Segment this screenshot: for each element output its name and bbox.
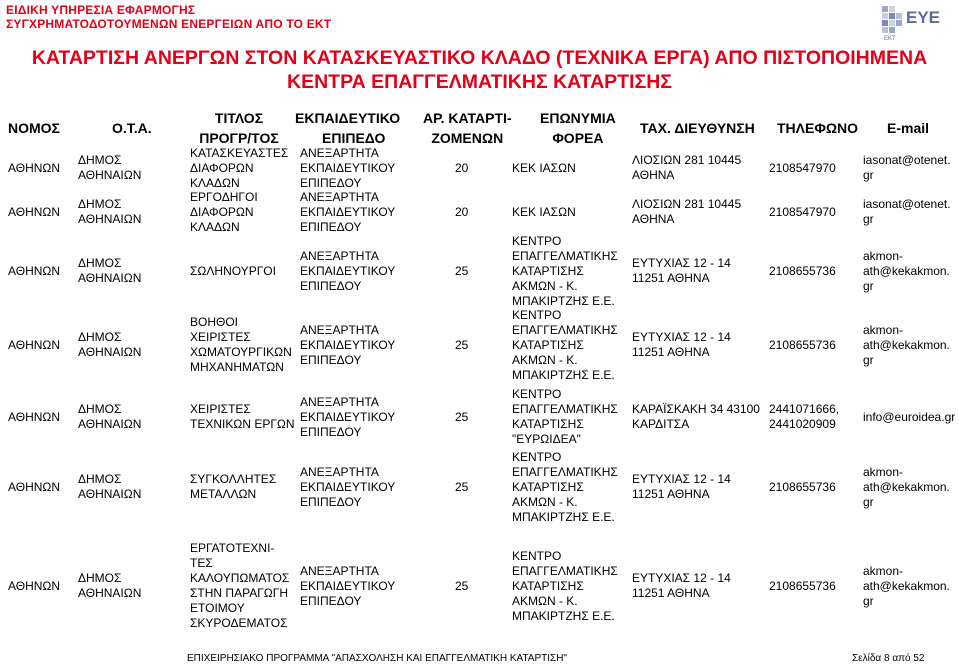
table-row	[0, 452, 959, 522]
cell-education-level: ΑΝΕΞΑΡΤΗΤΑ ΕΚΠΑΙΔΕΥΤΙΚΟΥ ΕΠΙΠΕΔΟΥ	[300, 465, 396, 509]
table-row	[0, 308, 959, 382]
cell-education-level: ΑΝΕΞΑΡΤΗΤΑ ΕΚΠΑΙΔΕΥΤΙΚΟΥ ΕΠΙΠΕΔΟΥ	[300, 564, 396, 608]
cell-phone: 2108655736	[769, 264, 836, 278]
table-row	[0, 531, 959, 641]
cell-program-title: ΚΑΤΑΣΚΕΥΑΣΤΕΣ ΔΙΑΦΟΡΩΝ ΚΛΑΔΩΝ	[190, 146, 289, 190]
cell-nomos: ΑΘΗΝΩΝ	[8, 264, 61, 278]
page-title-line2: ΚΕΝΤΡΑ ΕΠΑΓΓΕΛΜΑΤΙΚΗΣ ΚΑΤΑΡΤΙΣΗΣ	[286, 71, 672, 93]
cell-trainees-count: 25	[455, 338, 469, 352]
cell-trainees-count: 25	[455, 579, 469, 593]
svg-text:ΕΚΤ: ΕΚΤ	[884, 36, 896, 42]
cell-ota: ΔΗΜΟΣ ΑΘΗΝΑΙΩΝ	[78, 402, 142, 431]
cell-program-title: ΕΡΓΑΤΟΤΕΧΝΙ- ΤΕΣ ΚΑΛΟΥΠΩΜΑΤΟΣ ΣΤΗΝ ΠΑΡΑΓΩΓΗ ΕΤΟΙΜΟΥ ΣΚΥΡΟΔΕΜΑΤΟΣ	[190, 541, 290, 630]
cell-program-title: ΣΩΛΗΝΟΥΡΓΟΙ	[190, 264, 276, 278]
cell-trainees-count: 25	[455, 480, 469, 494]
cell-email: akmon- ath@kekakmon. gr	[863, 249, 950, 293]
cell-provider-name: ΚΕΝΤΡΟ ΕΠΑΓΓΕΛΜΑΤΙΚΗΣ ΚΑΤΑΡΤΙΣΗΣ ΑΚΜΩΝ - Κ. ΜΠΑΚΙΡΤΖΗΣ Ε.Ε.	[512, 308, 618, 382]
col-header-phone: ΤΗΛΕΦΩΝΟ	[777, 120, 859, 136]
cell-program-title: ΒΟΗΘΟΙ ΧΕΙΡΙΣΤΕΣ ΧΩΜΑΤΟΥΡΓΙΚΩΝ ΜΗΧΑΝΗΜΑΤΩΝ	[190, 315, 292, 374]
cell-address: ΛΙΟΣΙΩΝ 281 10445 ΑΘΗΝΑ	[632, 197, 742, 226]
page-number: Σελίδα 8 από 52	[852, 653, 925, 664]
cell-provider-name: ΚΕΚ ΙΑΣΩΝ	[512, 205, 576, 219]
cell-provider-name: ΚΕΚ ΙΑΣΩΝ	[512, 161, 576, 175]
cell-phone: 2108547970	[769, 205, 836, 219]
table-row	[0, 190, 959, 234]
cell-address: ΛΙΟΣΙΩΝ 281 10445 ΑΘΗΝΑ	[632, 153, 742, 182]
cell-address: ΕΥΤΥΧΙΑΣ 12 - 14 11251 ΑΘΗΝΑ	[632, 472, 731, 501]
cell-address: ΕΥΤΥΧΙΑΣ 12 - 14 11251 ΑΘΗΝΑ	[632, 256, 731, 285]
cell-email: iasonat@otenet. gr	[863, 197, 951, 226]
cell-ota: ΔΗΜΟΣ ΑΘΗΝΑΙΩΝ	[78, 571, 142, 600]
cell-provider-name: ΚΕΝΤΡΟ ΕΠΑΓΓΕΛΜΑΤΙΚΗΣ ΚΑΤΑΡΤΙΣΗΣ ΑΚΜΩΝ - Κ. ΜΠΑΚΙΡΤΖΗΣ Ε.Ε.	[512, 234, 618, 308]
col-header-ar: ΑΡ. ΚΑΤΑΡΤΙ- ΖΟΜΕΝΩΝ	[423, 110, 512, 146]
col-header-ekp: ΕΚΠΑΙΔΕΥΤΙΚΟ ΕΠΙΠΕΔΟ	[295, 110, 401, 146]
cell-email: iasonat@otenet. gr	[863, 153, 951, 182]
cell-email: info@euroidea.gr	[863, 410, 956, 424]
col-header-titlos: ΤΙΤΛΟΣ ΠΡΟΓΡ/ΤΟΣ	[199, 110, 279, 146]
cell-email: akmon- ath@kekakmon. gr	[863, 323, 950, 367]
cell-email: akmon- ath@kekakmon. gr	[863, 465, 950, 509]
cell-education-level: ΑΝΕΞΑΡΤΗΤΑ ΕΚΠΑΙΔΕΥΤΙΚΟΥ ΕΠΙΠΕΔΟΥ	[300, 190, 396, 234]
cell-education-level: ΑΝΕΞΑΡΤΗΤΑ ΕΚΠΑΙΔΕΥΤΙΚΟΥ ΕΠΙΠΕΔΟΥ	[300, 395, 396, 439]
col-header-email: E-mail	[887, 120, 930, 136]
cell-nomos: ΑΘΗΝΩΝ	[8, 205, 61, 219]
cell-phone: 2441071666, 2441020909	[769, 402, 840, 431]
cell-ota: ΔΗΜΟΣ ΑΘΗΝΑΙΩΝ	[78, 330, 142, 359]
col-header-eponymia: ΕΠΩΝΥΜΙΑ ΦΟΡΕΑ	[540, 110, 616, 146]
table-row	[0, 234, 959, 308]
cell-ota: ΔΗΜΟΣ ΑΘΗΝΑΙΩΝ	[78, 197, 142, 226]
cell-address: ΚΑΡΑΪΣΚΑΚΗ 34 43100 ΚΑΡΔΙΤΣΑ	[632, 402, 760, 431]
cell-email: akmon- ath@kekakmon. gr	[863, 564, 950, 608]
col-header-ota: Ο.Τ.Α.	[112, 120, 152, 136]
col-header-address: ΤΑΧ. ΔΙΕΥΘΥΝΣΗ	[640, 120, 755, 136]
cell-ota: ΔΗΜΟΣ ΑΘΗΝΑΙΩΝ	[78, 256, 142, 285]
agency-name-line1: ΕΙΔΙΚΗ ΥΠΗΡΕΣΙΑ ΕΦΑΡΜΟΓΗΣ	[6, 3, 196, 17]
cell-nomos: ΑΘΗΝΩΝ	[8, 410, 61, 424]
cell-program-title: ΧΕΙΡΙΣΤΕΣ ΤΕΧΝΙΚΩΝ ΕΡΓΩΝ	[190, 402, 295, 431]
cell-education-level: ΑΝΕΞΑΡΤΗΤΑ ΕΚΠΑΙΔΕΥΤΙΚΟΥ ΕΠΙΠΕΔΟΥ	[300, 323, 396, 367]
cell-nomos: ΑΘΗΝΩΝ	[8, 579, 61, 593]
cell-program-title: ΣΥΓΚΟΛΛΗΤΕΣ ΜΕΤΑΛΛΩΝ	[190, 472, 277, 501]
col-header-nomos: ΝΟΜΟΣ	[8, 120, 60, 136]
footer-program-name: ΕΠΙΧΕΙΡΗΣΙΑΚΟ ΠΡΟΓΡΑΜΜΑ "ΑΠΑΣΧΟΛΗΣΗ ΚΑΙ ΕΠΑΓΓΕΛΜΑΤΙΚΗ ΚΑΤΑΡΤΙΣΗ"	[187, 653, 567, 664]
svg-text:ΕΥΕ: ΕΥΕ	[906, 8, 941, 27]
cell-trainees-count: 20	[455, 161, 469, 175]
cell-address: ΕΥΤΥΧΙΑΣ 12 - 14 11251 ΑΘΗΝΑ	[632, 571, 731, 600]
cell-education-level: ΑΝΕΞΑΡΤΗΤΑ ΕΚΠΑΙΔΕΥΤΙΚΟΥ ΕΠΙΠΕΔΟΥ	[300, 249, 396, 293]
cell-phone: 2108655736	[769, 480, 836, 494]
cell-nomos: ΑΘΗΝΩΝ	[8, 480, 61, 494]
agency-name-line2: ΣΥΓΧΡΗΜΑΤΟΔΟΤΟΥΜΕΝΩΝ ΕΝΕΡΓΕΙΩΝ ΑΠΟ ΤΟ ΕΚΤ	[6, 17, 332, 31]
cell-phone: 2108655736	[769, 338, 836, 352]
cell-address: ΕΥΤΥΧΙΑΣ 12 - 14 11251 ΑΘΗΝΑ	[632, 330, 731, 359]
cell-provider-name: ΚΕΝΤΡΟ ΕΠΑΓΓΕΛΜΑΤΙΚΗΣ ΚΑΤΑΡΤΙΣΗΣ ΑΚΜΩΝ - Κ. ΜΠΑΚΙΡΤΖΗΣ Ε.Ε.	[512, 450, 618, 524]
cell-trainees-count: 25	[455, 410, 469, 424]
cell-provider-name: ΚΕΝΤΡΟ ΕΠΑΓΓΕΛΜΑΤΙΚΗΣ ΚΑΤΑΡΤΙΣΗΣ ΑΚΜΩΝ - Κ. ΜΠΑΚΙΡΤΖΗΣ Ε.Ε.	[512, 549, 618, 623]
cell-trainees-count: 25	[455, 264, 469, 278]
cell-program-title: ΕΡΓΟΔΗΓΟΙ ΔΙΑΦΟΡΩΝ ΚΛΑΔΩΝ	[190, 190, 258, 234]
cell-nomos: ΑΘΗΝΩΝ	[8, 338, 61, 352]
cell-phone: 2108547970	[769, 161, 836, 175]
table-row	[0, 382, 959, 452]
cell-provider-name: ΚΕΝΤΡΟ ΕΠΑΓΓΕΛΜΑΤΙΚΗΣ ΚΑΤΑΡΤΙΣΗΣ "ΕΥΡΩΙΔΕΑ"	[512, 387, 618, 446]
table-row	[0, 146, 959, 190]
cell-phone: 2108655736	[769, 579, 836, 593]
cell-nomos: ΑΘΗΝΩΝ	[8, 161, 61, 175]
cell-education-level: ΑΝΕΞΑΡΤΗΤΑ ΕΚΠΑΙΔΕΥΤΙΚΟΥ ΕΠΙΠΕΔΟΥ	[300, 146, 396, 190]
page-title-line1: ΚΑΤΑΡΤΙΣΗ ΑΝΕΡΓΩΝ ΣΤΟΝ ΚΑΤΑΣΚΕΥΑΣΤΙΚΟ ΚΛΑΔΟ (ΤΕΧΝΙΚΑ ΕΡΓΑ) ΑΠΟ ΠΙΣΤΟΠΟΙΗΜΕΝΑ	[31, 47, 928, 69]
cell-trainees-count: 20	[455, 205, 469, 219]
cell-ota: ΔΗΜΟΣ ΑΘΗΝΑΙΩΝ	[78, 153, 142, 182]
eye-logo	[880, 2, 958, 42]
cell-ota: ΔΗΜΟΣ ΑΘΗΝΑΙΩΝ	[78, 472, 142, 501]
